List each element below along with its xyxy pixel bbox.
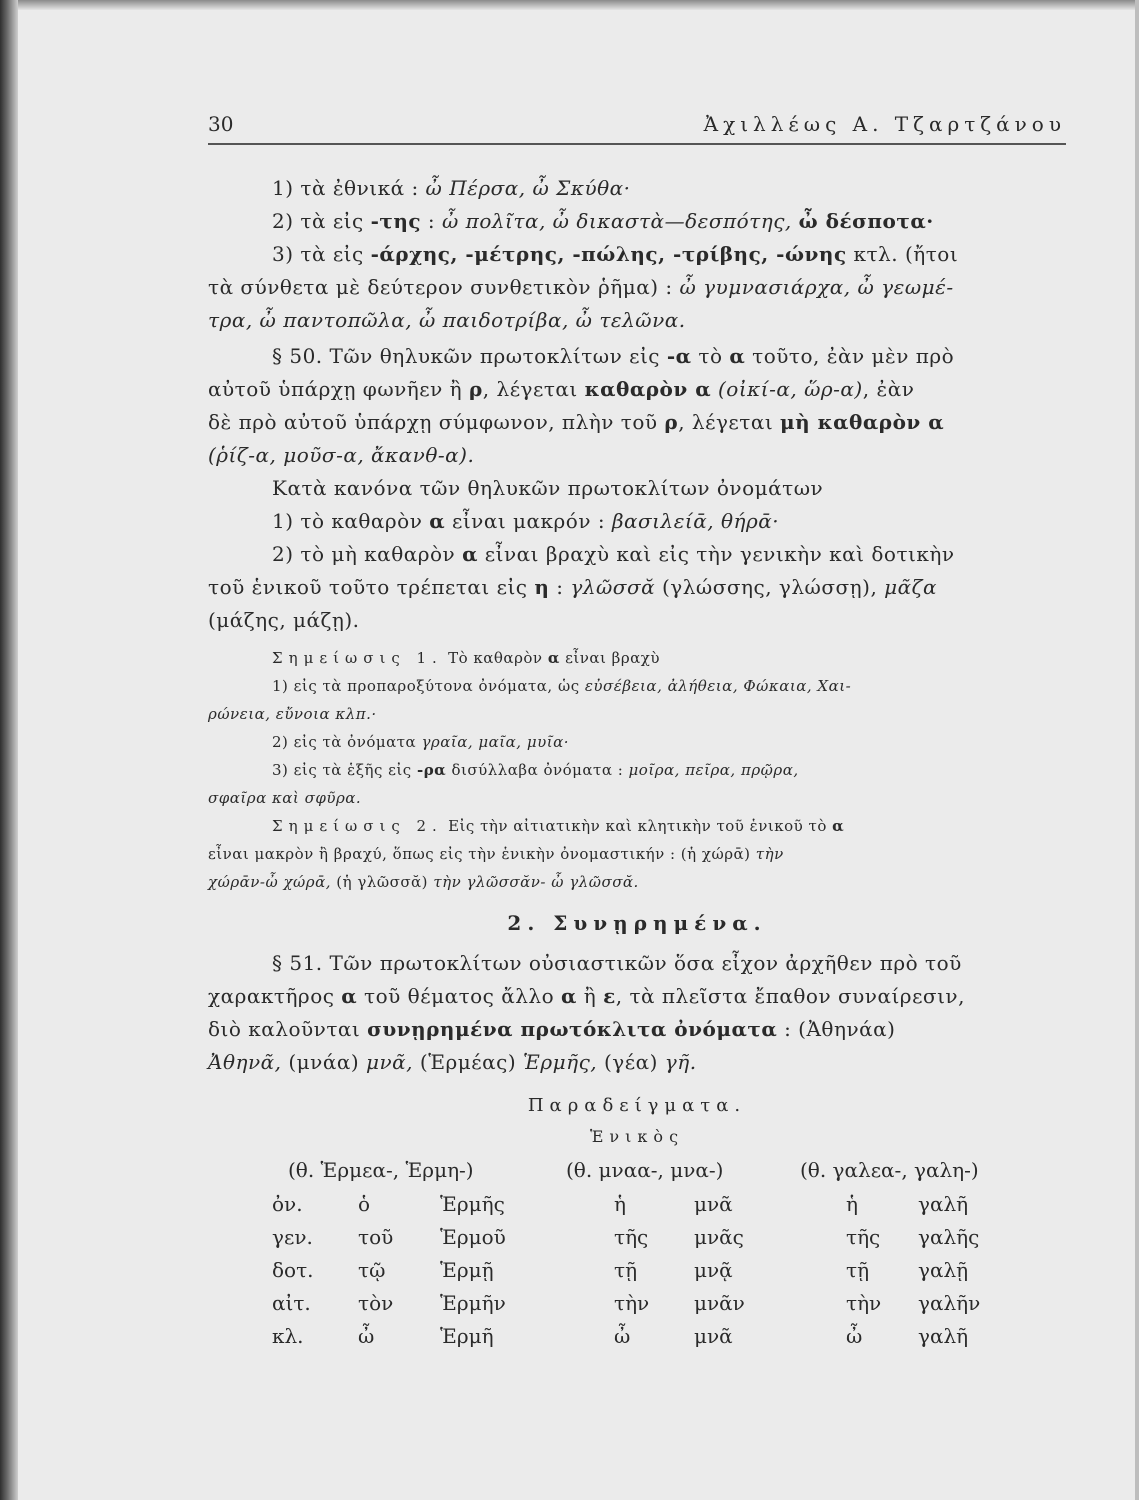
table-cell-art3: τὴν — [846, 1291, 882, 1315]
body-line-14 — [208, 607, 360, 633]
section2-line-2 — [208, 983, 965, 1009]
text-italic: τὴν — [755, 845, 784, 863]
body-line-7 — [208, 376, 914, 402]
text-italic: (ῥίζ-α, μοῦσ-α, ἄκανθ-α). — [208, 443, 475, 467]
table-cell-w2: μνᾶ — [694, 1324, 733, 1348]
text-bold: -άρχης, -μέτρης, -πώλης, -τρίβης, -ώνης — [370, 242, 847, 266]
table-cell-art1: ὁ — [358, 1192, 371, 1216]
text: Κατὰ κανόνα τῶν θηλυκῶν πρωτοκλίτων ὀνομάτων — [272, 476, 824, 500]
text-italic: ὦ γυμνασιάρχα, ὦ γεωμέ- — [679, 275, 954, 299]
table-cell-art1: τοῦ — [358, 1225, 394, 1249]
table-cell-art2: τὴν — [614, 1291, 650, 1315]
text-italic: γῆ. — [664, 1050, 697, 1074]
text: δὲ πρὸ αὐτοῦ ὑπάρχῃ σύμφωνον, πλὴν τοῦ — [208, 410, 665, 434]
text-bold: -της — [370, 209, 422, 233]
table-cell-art2: τῇ — [614, 1258, 638, 1282]
text-italic: ὦ Πέρσα, ὦ Σκύθα· — [425, 176, 631, 200]
table-cell-w1: Ἑρμῇ — [440, 1258, 494, 1282]
table-cell-case: αἰτ. — [272, 1291, 311, 1315]
table-cell-w3: γαλῆ — [918, 1192, 969, 1216]
declension-table — [272, 1158, 1052, 1357]
text: , λέγεται — [678, 410, 781, 434]
scan-edge-right — [1135, 0, 1139, 1500]
table-cell-w2: μνᾶ — [694, 1192, 733, 1216]
section-number: § 50. — [272, 344, 323, 368]
text: (Ἑρμέας) — [413, 1050, 524, 1074]
text: 1) τὰ ἐθνικά : — [272, 176, 426, 200]
table-cell-w3: γαλῆν — [918, 1291, 981, 1315]
table-cell-w2: μνᾶν — [694, 1291, 745, 1315]
text-bold: α — [341, 984, 358, 1008]
text: διὸ καλοῦνται — [208, 1017, 368, 1041]
text-italic: εὐσέβεια, ἀλήθεια, Φώκαια, Χαι- — [584, 677, 852, 695]
table-cell-art3: ἡ — [846, 1192, 858, 1216]
text-bold: -ρα — [416, 761, 447, 779]
table-stems-row — [272, 1158, 1052, 1192]
table-cell-w2: μνᾶς — [694, 1225, 744, 1249]
table-cell-case: κλ. — [272, 1324, 304, 1348]
table-row — [272, 1258, 1052, 1291]
table-cell-art2: ὦ — [614, 1324, 631, 1348]
table-row — [272, 1291, 1052, 1324]
text-bold: καθαρὸν α — [584, 377, 712, 401]
text: Τὸ καθαρὸν — [442, 649, 548, 667]
note-line-5 — [272, 759, 799, 781]
page-number: 30 — [208, 112, 234, 136]
table-cell-art1: τὸν — [358, 1291, 394, 1315]
text: 2) εἰς τὰ ὀνόματα — [272, 733, 422, 751]
text: τοῦτο, ἐὰν μὲν πρὸ — [745, 344, 955, 368]
text: , τὰ πλεῖστα ἔπαθον συναίρεσιν, — [615, 984, 965, 1008]
table-body — [272, 1192, 1052, 1357]
table-cell-case: δοτ. — [272, 1258, 314, 1282]
section-number: § 51. — [272, 951, 323, 975]
running-head: Ἀχιλλέως Α. Τζαρτζάνου — [703, 112, 1066, 136]
body-line-6 — [272, 343, 954, 369]
note-line-9 — [208, 871, 639, 893]
text: κτλ. (ἤτοι — [846, 242, 959, 266]
table-cell-case: ὀν. — [272, 1192, 303, 1216]
text: Εἰς τὴν αἰτιατικὴν καὶ κλητικὴν τοῦ ἑνικοῦ τὸ — [442, 817, 833, 835]
text-italic: μνᾶ, — [366, 1050, 414, 1074]
text: τὰ σύνθετα μὲ δεύτερον συνθετικὸν ῥῆμα) : — [208, 275, 680, 299]
text: 1) εἰς τὰ προπαροξύτονα ὀνόματα, ὡς — [272, 677, 585, 695]
text: εἶναι βραχὺ καὶ εἰς τὴν γενικὴν καὶ δοτικὴν — [477, 542, 955, 566]
body-line-1 — [272, 175, 631, 201]
table-cell-art3: τῇ — [846, 1258, 870, 1282]
text: (γλώσσης, γλώσσῃ), — [655, 575, 885, 599]
text-italic: βασιλείᾱ, θήρᾱ· — [611, 509, 780, 533]
text: χαρακτῆρος — [208, 984, 342, 1008]
text: 2) τὰ εἰς — [272, 209, 371, 233]
section-heading: 2. Συνῃρημένα. — [507, 911, 767, 935]
text: 1) τὸ καθαρὸν — [272, 509, 430, 533]
body-line-13 — [208, 574, 937, 600]
table-row — [272, 1324, 1052, 1357]
header-rule — [208, 143, 1066, 145]
text-italic: ὦ πολῖτα, ὦ δικαστὰ—δεσπότης, — [442, 209, 799, 233]
note-line-8 — [208, 843, 784, 865]
text: (ἡ γλῶσσᾰ) — [331, 873, 434, 891]
body-line-8 — [208, 409, 944, 435]
text-italic: (οἰκί-α, ὥρ-α) — [711, 377, 863, 401]
text-bold: α — [832, 817, 845, 835]
text: : — [421, 209, 443, 233]
text-block — [208, 105, 1066, 1146]
body-line-2 — [272, 208, 934, 234]
note-heading: Σημείωσις 1. — [272, 649, 443, 667]
body-line-5 — [208, 307, 686, 333]
text: ἢ — [576, 984, 604, 1008]
text-bold: μὴ καθαρὸν α — [780, 410, 945, 434]
scan-edge-left — [0, 0, 18, 1500]
text: εἶναι μακρόν : — [445, 509, 612, 533]
text-bold: α — [462, 542, 478, 566]
text-bold: ρ — [468, 377, 483, 401]
table-cell-w3: γαλῆς — [918, 1225, 980, 1249]
table-row — [272, 1225, 1052, 1258]
text-italic: τρα, ὦ παντοπῶλα, ὦ παιδοτρίβα, ὦ τελῶνα. — [208, 308, 686, 332]
text-italic: ρώνεια, εὔνοια κλπ.· — [208, 705, 377, 723]
body-line-11 — [272, 508, 779, 534]
table-cell-art3: ὦ — [846, 1324, 863, 1348]
text: εἶναι μακρὸν ἢ βραχύ, ὅπως εἰς τὴν ἑνικὴν ὀνομαστικήν : (ἡ χώρᾱ) — [208, 845, 756, 863]
text: : — [549, 575, 571, 599]
note-heading: Σημείωσις 2. — [272, 817, 443, 835]
table-cell-w3: γαλῇ — [918, 1258, 969, 1282]
text: εἶναι βραχὺ — [559, 649, 661, 667]
text: , λέγεται — [482, 377, 585, 401]
text-bold: ε — [603, 984, 616, 1008]
number-heading: Ἑνικὸς — [589, 1127, 685, 1146]
text: (γέα) — [597, 1050, 665, 1074]
text: Τῶν θηλυκῶν πρωτοκλίτων εἰς — [322, 344, 667, 368]
text-italic: μᾶζα — [884, 575, 938, 599]
text: Τῶν πρωτοκλίτων οὐσιαστικῶν ὅσα εἶχον ἀρχῆθεν πρὸ τοῦ — [322, 951, 962, 975]
body-line-12 — [272, 541, 955, 567]
note-line-4 — [272, 731, 569, 753]
text-bold: -α — [666, 344, 692, 368]
text: 3) τὰ εἰς — [272, 242, 371, 266]
text: τὸ — [691, 344, 730, 368]
text: 3) εἰς τὰ ἑξῆς εἰς — [272, 761, 417, 779]
text-bold: ρ — [664, 410, 679, 434]
text-bold: η — [534, 575, 550, 599]
note-line-7 — [272, 815, 844, 837]
text: (μάζης, μάζῃ). — [208, 608, 360, 632]
text: 2) τὸ μὴ καθαρὸν — [272, 542, 463, 566]
body-line-4 — [208, 274, 954, 300]
page-header — [208, 105, 1066, 143]
text-italic: χώρᾱν-ὦ χώρᾱ, — [208, 873, 331, 891]
text-italic: Ἑρμῆς, — [523, 1050, 598, 1074]
section2-line-4 — [208, 1049, 697, 1075]
table-cell-art3: τῆς — [846, 1225, 881, 1249]
text: τοῦ θέματος ἄλλο — [357, 984, 561, 1008]
text-bold: α — [429, 509, 446, 533]
stem-mna: (θ. μναα-, μνα-) — [566, 1158, 724, 1182]
text-italic: τὴν γλῶσσᾰν- ὦ γλῶσσᾰ. — [433, 873, 639, 891]
table-cell-w1: Ἑρμοῦ — [440, 1225, 506, 1249]
table-cell-art1: τῷ — [358, 1258, 386, 1282]
text-bold: α — [729, 344, 746, 368]
text-bold: συνῃρημένα πρωτόκλιτα ὀνόματα — [367, 1017, 778, 1041]
section2-line-1 — [272, 950, 962, 976]
text: (μνάα) — [281, 1050, 366, 1074]
text: τοῦ ἑνικοῦ τοῦτο τρέπεται εἰς — [208, 575, 535, 599]
table-cell-case: γεν. — [272, 1225, 313, 1249]
text: , ἐὰν — [862, 377, 915, 401]
table-cell-w3: γαλῆ — [918, 1324, 969, 1348]
text: : (Ἀθηνάα) — [777, 1017, 896, 1041]
text: αὐτοῦ ὑπάρχῃ φωνῆεν ἢ — [208, 377, 469, 401]
stem-gale: (θ. γαλεα-, γαλη-) — [800, 1158, 979, 1182]
text-bold: α — [547, 649, 560, 667]
table-cell-art2: τῆς — [614, 1225, 649, 1249]
table-cell-w1: Ἑρμῆ — [440, 1324, 494, 1348]
note-line-3 — [208, 703, 377, 725]
note-line-6 — [208, 787, 361, 809]
table-row — [272, 1192, 1052, 1225]
note-line-2 — [272, 675, 851, 697]
body-line-9 — [208, 442, 474, 468]
section2-line-3 — [208, 1016, 895, 1042]
text-italic: γραῖα, μαῖα, μυῖα· — [421, 733, 569, 751]
note-line-1 — [272, 647, 660, 669]
text-italic: μοῖρα, πεῖρα, πρῷρα, — [628, 761, 799, 779]
text-bold: α — [561, 984, 577, 1008]
scan-edge-top — [0, 0, 1139, 10]
body-line-10 — [272, 475, 823, 501]
table-cell-w1: Ἑρμῆς — [440, 1192, 505, 1216]
text-bold: ὦ δέσποτα· — [798, 209, 934, 233]
stem-hermes: (θ. Ἑρμεα-, Ἑρμη-) — [288, 1158, 474, 1182]
text-italic: γλῶσσᾰ — [570, 575, 656, 599]
body-line-3 — [272, 241, 958, 267]
table-cell-w2: μνᾷ — [694, 1258, 733, 1282]
table-cell-art2: ἡ — [614, 1192, 626, 1216]
table-cell-w1: Ἑρμῆν — [440, 1291, 506, 1315]
examples-heading: Παραδείγματα. — [527, 1095, 747, 1116]
text-italic: σφαῖρα καὶ σφῦρα. — [208, 789, 362, 807]
table-cell-art1: ὦ — [358, 1324, 375, 1348]
text: δισύλλαβα ὀνόματα : — [446, 761, 629, 779]
text-italic: Ἀθηνᾶ, — [208, 1050, 282, 1074]
